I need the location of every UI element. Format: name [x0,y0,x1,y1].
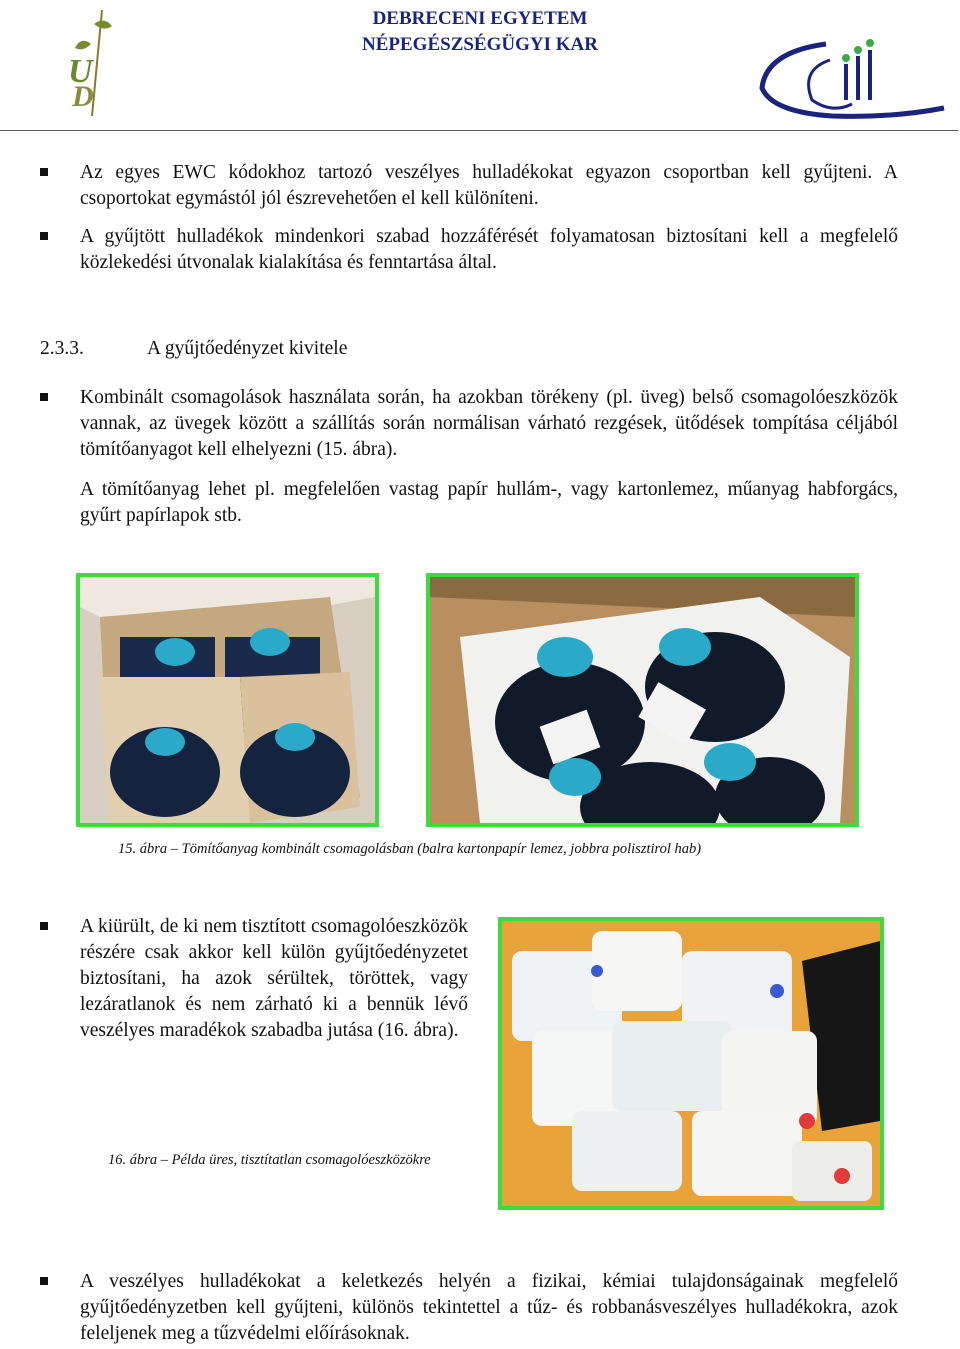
bullet-marker [40,393,48,401]
bullet-marker [40,232,48,240]
university-logo [58,4,128,128]
photo-polystyrene-foam [426,573,859,827]
svg-text:U: U [68,53,93,90]
bullet-marker [40,922,48,930]
faculty-logo [756,30,952,122]
figure-16-caption: 16. ábra – Példa üres, tisztítatlan csomagolóeszközökre [108,1152,431,1168]
bullet-text: A kiürült, de ki nem tisztított csomagolóeszközök részére csak akkor kell külön gyűjtőedényzetet biztosítani, ha azok sérültek, töröttek, vagy lezáratlanok és nem zárható ki a bennük lévő veszélyes maradékok szabadba jutása (16. ábra). [80,916,468,1041]
bullet-text: Az egyes EWC kódokhoz tartozó veszélyes hulladékokat egyazon csoportban kell gyűjteni. A csoportokat egymástól jól észrevehetően el kell különíteni. [80,162,898,209]
photo-cardboard-dividers [76,573,379,827]
header-divider [0,130,958,131]
section-number: 2.3.3. [40,338,84,359]
bullet-marker [40,1277,48,1285]
section-title: A gyűjtőedényzet kivitele [147,338,348,359]
paragraph-text: A tömítőanyag lehet pl. megfelelően vastag papír hullám-, vagy kartonlemez, műanyag habforgács, gyűrt papírlapok stb. [80,479,898,526]
svg-text:D: D [72,80,94,113]
university-name: DEBRECENI EGYETEM [372,8,588,29]
faculty-name: NÉPEGÉSZSÉGÜGYI KAR [362,34,598,55]
institution-header [300,6,660,58]
bullet-text: Kombinált csomagolások használata során, ha azokban törékeny (pl. üveg) belső csomagolóeszközök vannak, az üvegek között a szállítás során normálisan várható rezgések, ütődések tompítása céljából tömítőanyagot kell elhelyezni (15. ábra). [80,387,898,460]
bullet-marker [40,168,48,176]
photo-empty-canisters [498,917,884,1210]
bullet-text: A gyűjtött hulladékok mindenkori szabad hozzáférését folyamatosan biztosítani kell a megfelelő közlekedési útvonalak kialakítása és fenntartása által. [80,226,898,273]
figure-15-caption: 15. ábra – Tömítőanyag kombinált csomagolásban (balra kartonpapír lemez, jobbra polisztirol hab) [118,841,702,857]
bullet-text: A veszélyes hulladékokat a keletkezés helyén a fizikai, kémiai tulajdonságainak megfelelő gyűjtőedényzetben kell gyűjteni, különös tekintettel a tűz- és robbanásveszélyes hulladékokra, azok feleljenek meg a tűzvédelmi előírásoknak. [80,1271,898,1344]
